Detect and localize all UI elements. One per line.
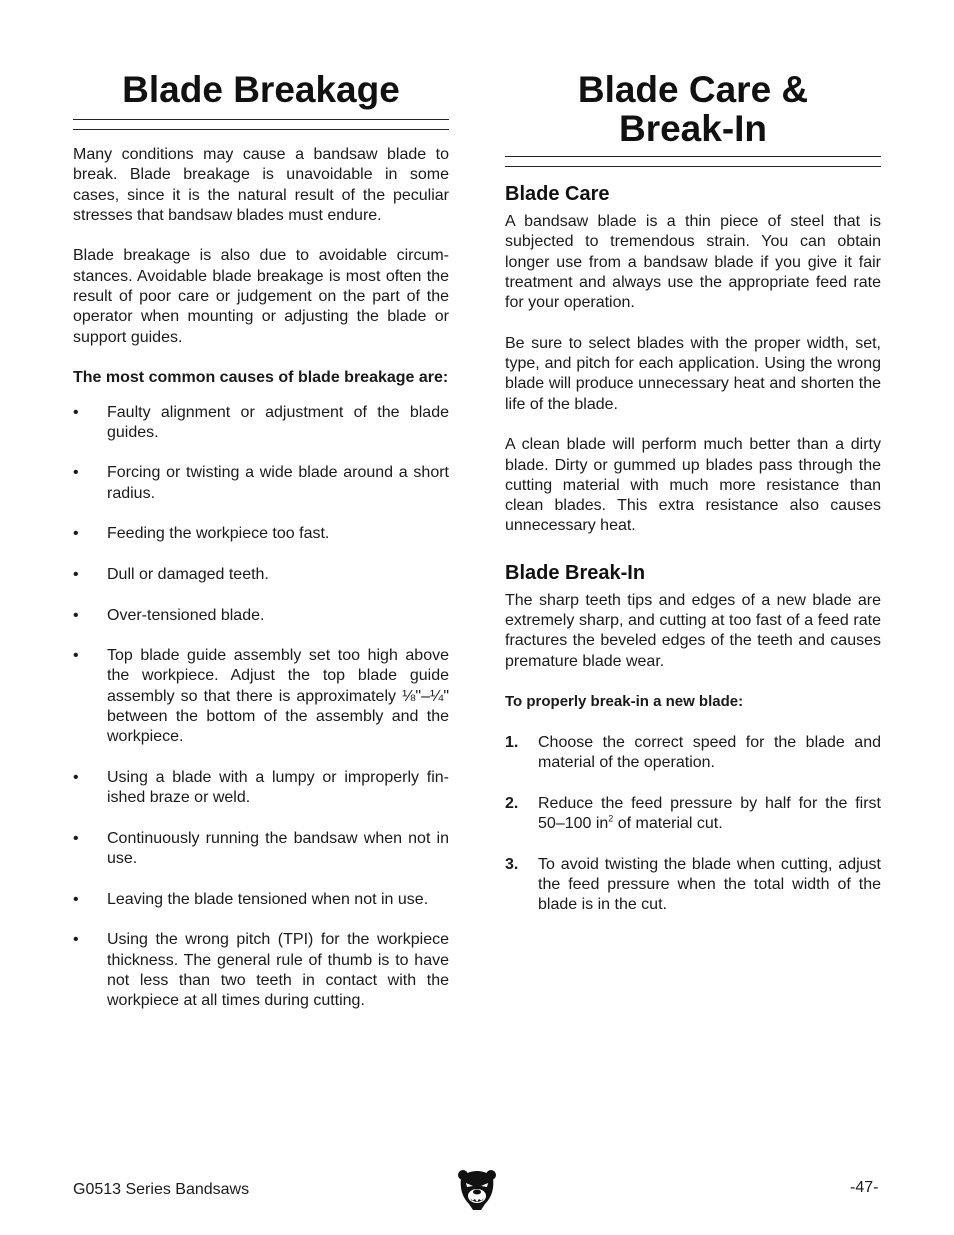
- step-text: Reduce the feed pressure by half for the first 50–100 $in^2$ of material cut.: [538, 794, 881, 833]
- step-number: 2.: [505, 794, 519, 812]
- footer-page-number: -47-: [850, 1179, 879, 1196]
- bullet-icon: •: [73, 931, 79, 949]
- blade-breakage-title: Blade Breakage: [122, 69, 400, 110]
- title-line-2: Break-In: [618, 108, 768, 149]
- superscript: 2: [608, 813, 614, 824]
- list-item: • Forcing or twisting a wide blade around a short radius.: [73, 464, 449, 502]
- blade-care-title: [505, 70, 881, 148]
- bullet-icon: •: [73, 464, 79, 482]
- intro-paragraph-1: Many conditions may cause a bandsaw blade to break. Blade breakage is unavoidable in some cases, since it is the natural result of the peculiar stresses that bandsaw blades must endure.: [73, 146, 449, 224]
- steps-heading: To properly break-in a new blade:: [505, 693, 744, 711]
- right-body: [505, 182, 881, 936]
- care-paragraph-1: A bandsaw blade is a thin piece of steel that is subjected to tremendous strain. You can obtain longer use from a bandsaw blade if you give it fair treatment and always use the appropriate feed rate for your operation.: [505, 213, 881, 312]
- step-number: 3.: [505, 855, 519, 873]
- right-column: [505, 0, 881, 1100]
- care-paragraph-3: A clean blade will perform much better than a dirty blade. Dirty or gummed up blades pass through the cutting material with much more resistance than clean blades. This extra resistance also causes unnecessary heat.: [505, 436, 881, 535]
- title-rule-bottom: [73, 129, 449, 130]
- blade-care-heading: Blade Care: [505, 183, 610, 205]
- list-item: [505, 733, 881, 774]
- break-in-steps: [505, 733, 881, 916]
- bullet-icon: •: [73, 403, 79, 421]
- title-rule-top: [505, 156, 881, 157]
- title-line-1: Blade Care &: [577, 69, 809, 110]
- list-item: • Over-tensioned blade.: [73, 606, 449, 626]
- care-paragraph-2: Be sure to select blades with the proper width, set, type, and pitch for each application. Using the wrong blade will produce unnecessary heat and shorten the life of the blade.: [505, 334, 881, 413]
- left-body: [73, 145, 449, 1032]
- list-item: • Top blade guide assembly set too high above the workpiece. Adjust the top blade guide assembly so that there is approximately ⅛"–¼" between the bottom of the assembly and the workpiece.: [73, 647, 449, 746]
- list-item: [505, 855, 881, 916]
- left-column: [73, 0, 449, 1100]
- list-item: • Feeding the workpiece too fast.: [73, 524, 449, 544]
- list-item: • Using the wrong pitch (TPI) for the workpiece thickness. The general rule of thumb is to have not less than two teeth in contact with the workpiece at all times during cutting.: [73, 931, 449, 1010]
- step-text: To avoid twisting the blade when cutting, adjust the feed pressure when the total width of the blade is in the cut.: [538, 855, 881, 914]
- list-item: • Using a blade with a lumpy or improperly fin-ished braze or weld.: [73, 768, 449, 807]
- bear-head-icon: [457, 1168, 497, 1212]
- bullet-icon: •: [73, 565, 79, 583]
- title-rule-top: [73, 119, 449, 120]
- bullet-icon: •: [73, 768, 79, 786]
- break-in-paragraph: The sharp teeth tips and edges of a new blade are extremely sharp, and cutting at too fast of a feed rate fractures the beveled edges of the teeth and causes premature blade wear.: [505, 591, 881, 670]
- title-rule-bottom: [505, 166, 881, 167]
- footer-model: G0513 Series Bandsaws: [73, 1181, 250, 1198]
- list-item: • Leaving the blade tensioned when not in use.: [73, 890, 449, 910]
- intro-paragraph-2: Blade breakage is also due to avoidable circum-stances. Avoidable blade breakage is most often the result of poor care or judgement on the part of the operator when mounting or adjusting the blade or support guides.: [73, 247, 449, 346]
- bullet-icon: •: [73, 890, 79, 908]
- causes-list: [73, 403, 449, 1012]
- bullet-icon: •: [73, 829, 79, 847]
- step-number: 1.: [505, 733, 519, 751]
- bullet-icon: •: [73, 647, 79, 665]
- list-item: • Faulty alignment or adjustment of the blade guides.: [73, 403, 449, 441]
- step-text: Choose the correct speed for the blade and material of the operation.: [538, 733, 881, 772]
- bullet-icon: •: [73, 525, 79, 543]
- blade-break-in-heading: Blade Break-In: [505, 561, 646, 584]
- causes-heading: The most common causes of blade breakage are:: [73, 369, 449, 387]
- bullet-icon: •: [73, 606, 79, 624]
- list-item: [505, 794, 881, 835]
- list-item: • Continuously running the bandsaw when not in use.: [73, 829, 449, 868]
- list-item: • Dull or damaged teeth.: [73, 565, 449, 585]
